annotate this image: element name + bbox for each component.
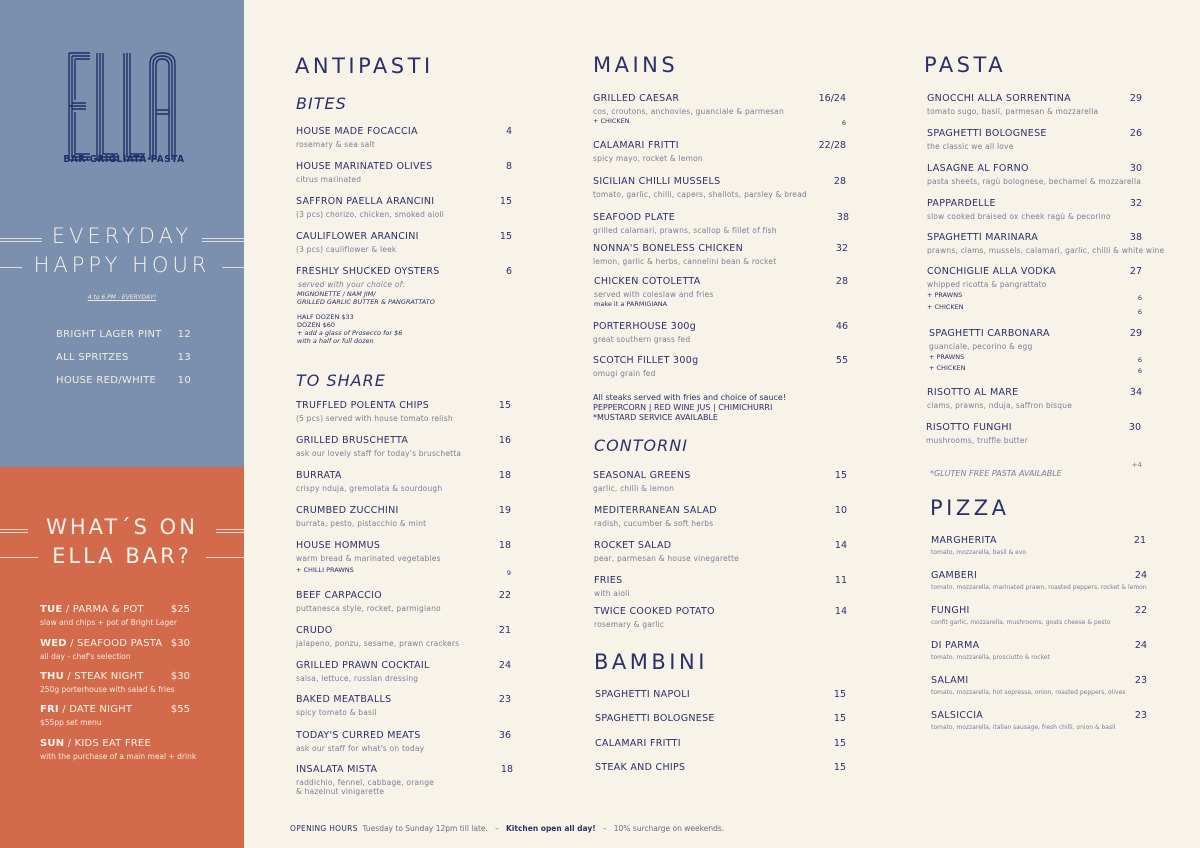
section-title-pasta: PASTA	[924, 53, 1007, 77]
item-name: BEEF CARPACCIO	[296, 590, 382, 601]
item-price: 28	[835, 276, 848, 287]
item-name: RISOTTO AL MARE	[927, 387, 1019, 398]
event-price: $55	[170, 704, 190, 715]
item-desc: mushrooms, truffle butter	[926, 436, 1029, 445]
item-name: SPAGHETTI MARINARA	[927, 232, 1039, 243]
item-desc: salsa, lettuce, russian dressing	[296, 674, 419, 683]
item-name: CRUMBED ZUCCHINI	[296, 505, 399, 516]
happy-hour-item	[56, 352, 191, 363]
item-desc: guanciale, pecorino & egg	[929, 342, 1033, 351]
day: TUE	[40, 604, 63, 615]
item-price: 38	[1129, 232, 1142, 243]
menu-item	[296, 400, 511, 423]
menu-item	[927, 266, 1142, 316]
item-extra: + CHILLI PRAWNS	[296, 566, 354, 574]
item-price: 15	[833, 713, 846, 724]
item-desc: with aioli	[594, 589, 630, 598]
item-extra-price: 6	[1137, 356, 1142, 364]
item-name: SCOTCH FILLET 300g	[593, 355, 699, 366]
menu-item	[593, 212, 849, 235]
item-price: 15	[833, 762, 846, 773]
event-price: $30	[170, 638, 190, 649]
item-name: BRIGHT LAGER PINT	[56, 329, 162, 340]
menu-item	[296, 470, 511, 493]
item-name: BAKED MEATBALLS	[296, 694, 392, 705]
day: SUN	[40, 738, 65, 749]
item-desc: whipped ricotta & pangrattato	[927, 280, 1047, 289]
oyster-prices	[297, 313, 402, 345]
whats-on-title-1: WHAT´S ON	[46, 515, 198, 539]
steak-note-line: PEPPERCORN | RED WINE JUS | CHIMICHURRI	[593, 403, 773, 412]
menu-item	[931, 675, 1147, 696]
item-price: 15	[499, 231, 512, 242]
item-name: CAULIFLOWER ARANCINI	[296, 231, 419, 242]
item-name: ROCKET SALAD	[594, 540, 672, 551]
divider	[0, 238, 42, 239]
item-name: SICILIAN CHILLI MUSSELS	[593, 176, 721, 187]
menu-item	[296, 660, 511, 683]
item-price: 22	[1134, 605, 1147, 616]
item-name: FUNGHI	[931, 605, 970, 616]
item-name: GAMBERI	[931, 570, 978, 581]
item-desc: (3 pcs) cauliflower & leek	[296, 245, 397, 254]
menu-item	[595, 713, 846, 724]
item-price: 21	[1133, 535, 1146, 546]
item-name: SALAMI	[931, 675, 969, 686]
oyster-line: MIGNONETTE / NAM JIM/	[297, 290, 376, 298]
item-price: 14	[834, 540, 847, 551]
item-name: GRILLED CAESAR	[593, 93, 680, 104]
item-price: 15	[833, 689, 846, 700]
menu-item	[296, 694, 511, 717]
item-price: 23	[498, 694, 511, 705]
event-desc: with the purchase of a main meal + drink	[40, 752, 197, 761]
divider	[0, 557, 38, 558]
menu-item	[296, 625, 511, 648]
item-price: 8	[505, 161, 512, 172]
item-price: 6	[505, 266, 512, 277]
menu-item	[927, 387, 1142, 410]
item-name: FRIES	[594, 575, 623, 586]
day: THU	[40, 671, 64, 682]
item-price: 32	[1129, 198, 1142, 209]
menu-item	[296, 505, 511, 528]
item-price: 15	[834, 470, 847, 481]
item-name: BURRATA	[296, 470, 342, 481]
item-name: DI PARMA	[931, 640, 980, 651]
oyster-line: HALF DOZEN $33	[297, 313, 354, 321]
item-name: INSALATA MISTA	[296, 764, 378, 775]
item-desc: ask our staff for what's on today	[296, 744, 425, 753]
event-desc: $55pp set menu	[40, 718, 102, 727]
item-extra-price: 9	[506, 569, 511, 577]
item-price: 10	[177, 375, 191, 386]
separator: –	[495, 824, 499, 833]
item-desc: tomato, mozzarella, italian sausage, fresh chilli, onion & basil	[931, 724, 1116, 731]
whats-on-item: THU / STEAK NIGHT $30 250g porterhouse with salad & fries	[40, 671, 190, 694]
event-desc: all day - chef's selection	[40, 652, 131, 661]
menu-item	[594, 540, 847, 563]
menu-item	[931, 535, 1146, 556]
item-name: RISOTTO FUNGHI	[926, 422, 1012, 433]
item-name: SEAFOOD PLATE	[593, 212, 675, 223]
divider	[206, 557, 244, 558]
item-price: 38	[836, 212, 849, 223]
item-price: 46	[835, 321, 848, 332]
item-desc: pear, parmesan & house vinegarette	[594, 554, 740, 563]
menu-item	[296, 231, 512, 254]
happy-hour-item	[56, 375, 191, 386]
item-extra: + CHICKEN	[593, 117, 630, 125]
steak-note-line: *MUSTARD SERVICE AVAILABLE	[593, 413, 718, 422]
item-name: SEASONAL GREENS	[593, 470, 691, 481]
event-name: DATE NIGHT	[69, 704, 133, 715]
gf-note-price: +4	[1131, 461, 1142, 469]
menu-item	[593, 140, 846, 163]
item-price: 29	[1129, 93, 1142, 104]
menu-item	[595, 689, 846, 700]
whats-on-item: WED / SEAFOOD PASTA $30 all day - chef's selection	[40, 638, 190, 661]
item-price: 15	[498, 400, 511, 411]
menu-item	[296, 435, 511, 458]
item-desc: puttanesca style, rocket, parmigiano	[296, 604, 441, 613]
menu-item	[927, 93, 1142, 116]
item-desc: (5 pcs) served with house tomato relish	[296, 414, 453, 423]
item-price: 22	[498, 590, 511, 601]
item-name: TWICE COOKED POTATO	[594, 606, 715, 617]
divider	[216, 529, 244, 530]
item-name: HOUSE HOMMUS	[296, 540, 381, 551]
oyster-line: GRILLED GARLIC BUTTER & PANGRATTATO	[297, 298, 435, 306]
whats-on-title-2: ELLA BAR?	[52, 544, 192, 568]
item-price: 15	[833, 738, 846, 749]
ella-logo	[66, 50, 178, 164]
divider	[216, 532, 244, 533]
item-name: GRILLED PRAWN COCKTAIL	[296, 660, 430, 671]
item-price: 32	[835, 243, 848, 254]
item-desc: the classic we all love	[927, 142, 1014, 151]
item-price: 24	[498, 660, 511, 671]
happy-hour-title-2: HAPPY HOUR	[33, 253, 211, 277]
item-name: LASAGNE AL FORNO	[927, 163, 1029, 174]
item-price: 13	[177, 352, 191, 363]
event-name: PARMA & POT	[72, 604, 144, 615]
item-name: STEAK AND CHIPS	[595, 762, 686, 773]
item-desc: served with your choice of:	[298, 280, 406, 289]
item-name: CHICKEN COTOLETTA	[594, 276, 701, 287]
item-name: HOUSE MADE FOCACCIA	[296, 126, 418, 137]
surcharge-note: 10% surcharge on weekends.	[613, 824, 725, 833]
item-price: 19	[498, 505, 511, 516]
oyster-line: DOZEN $60	[297, 321, 336, 329]
item-extra: + CHICKEN	[929, 364, 966, 372]
item-desc: lemon, garlic & herbs, cannelini bean & rocket	[593, 257, 777, 266]
menu-item	[595, 762, 846, 773]
item-price: 11	[834, 575, 847, 586]
divider	[0, 532, 28, 533]
item-price: 30	[1129, 163, 1142, 174]
event-name: KIDS EAT FREE	[74, 738, 151, 749]
item-price: 16/24	[818, 93, 846, 104]
item-desc: prawns, clams, mussels, calamari, garlic, chilli & white wine	[927, 246, 1165, 255]
happy-hour-subtitle: 4 to 6 PM - EVERYDAY!	[87, 294, 157, 301]
section-title-pizza: PIZZA	[930, 496, 1010, 520]
item-desc: rosemary & garlic	[594, 620, 665, 629]
item-desc: served with coleslaw and fries	[594, 290, 714, 299]
item-desc: spicy tomato & basil	[296, 708, 377, 717]
gluten-free-note	[930, 461, 1142, 480]
oyster-options	[297, 290, 435, 306]
item-extra-price: 6	[1137, 294, 1142, 302]
item-extra: + PRAWNS	[929, 353, 965, 361]
logo-tagline: BAR·GRIGLIATA·PASTA	[63, 154, 185, 165]
item-desc: omugi grain fed	[593, 369, 656, 378]
hours-label: OPENING HOURS	[290, 824, 358, 833]
item-desc: garlic, chilli & lemon	[593, 484, 675, 493]
item-price: 12	[177, 329, 191, 340]
item-price: 21	[498, 625, 511, 636]
menu-item	[929, 328, 1142, 375]
item-extra: make it a PARMIGIANA	[594, 300, 668, 308]
menu-item	[931, 640, 1147, 661]
gf-note-text: *GLUTEN FREE PASTA AVAILABLE	[930, 469, 1062, 478]
menu-item	[593, 355, 848, 378]
divider	[222, 267, 244, 268]
item-price: 16	[498, 435, 511, 446]
oyster-line: + add a glass of Prosecco for $6	[297, 329, 403, 337]
item-price: 24	[1134, 640, 1147, 651]
item-name: HOUSE RED/WHITE	[56, 375, 157, 386]
menu-item	[931, 570, 1147, 591]
menu-item	[927, 128, 1142, 151]
divider	[0, 529, 28, 530]
footer	[290, 824, 724, 833]
item-price: 28	[833, 176, 846, 187]
section-title-mains: MAINS	[593, 53, 679, 77]
divider	[0, 267, 22, 268]
menu-item	[927, 198, 1142, 221]
event-desc: 250g porterhouse with salad & fries	[40, 685, 175, 694]
menu-item	[593, 176, 846, 199]
menu-item	[926, 422, 1141, 445]
day: FRI	[40, 704, 59, 715]
item-price: 14	[834, 606, 847, 617]
item-desc: radish, cucumber & soft herbs	[594, 519, 714, 528]
item-name: SALSICCIA	[931, 710, 984, 721]
item-desc: great southern grass fed	[593, 335, 691, 344]
item-name: GNOCCHI ALLA SORRENTINA	[927, 93, 1071, 104]
menu-item	[296, 764, 513, 796]
menu-item	[593, 321, 848, 344]
item-desc: raddichio, fennel, cabbage, orange	[296, 778, 435, 787]
menu-item	[593, 93, 846, 125]
item-price: 15	[499, 196, 512, 207]
item-price: 18	[498, 540, 511, 551]
subsection-title-bites: BITES	[296, 94, 347, 113]
whats-on-item: SUN / KIDS EAT FREE with the purchase of a main meal + drink	[40, 738, 230, 761]
item-desc: warm bread & marinated vegetables	[296, 554, 441, 563]
item-name: NONNA'S BONELESS CHICKEN	[593, 243, 744, 254]
item-desc: clams, prawns, nduja, saffron bisque	[927, 401, 1073, 410]
oyster-line: with a half or full dozen	[297, 337, 374, 345]
whats-on-item: FRI / DATE NIGHT $55 $55pp set menu	[40, 704, 190, 727]
happy-hour-title-1: EVERYDAY	[51, 224, 193, 248]
item-name: SPAGHETTI CARBONARA	[929, 328, 1050, 339]
item-desc: confit garlic, mozzarella, mushrooms, goats cheese & pesto	[931, 619, 1111, 626]
item-price: 23	[1134, 710, 1147, 721]
steak-note-line: All steaks served with fries and choice of sauce!	[593, 393, 787, 402]
menu-item	[296, 126, 512, 149]
item-price: 24	[1134, 570, 1147, 581]
menu-item	[927, 163, 1142, 186]
event-name: SEAFOOD PASTA	[77, 638, 163, 649]
item-extra-price: 6	[1137, 367, 1142, 375]
item-price: 55	[835, 355, 848, 366]
item-price: 18	[498, 470, 511, 481]
item-price: 18	[500, 764, 513, 775]
divider	[202, 241, 244, 242]
happy-hour-item	[56, 329, 191, 340]
item-name: CONCHIGLIE ALLA VODKA	[927, 266, 1057, 277]
item-desc: ask our lovely staff for today's bruschetta	[296, 449, 462, 458]
item-desc: spicy mayo, rocket & lemon	[593, 154, 703, 163]
item-name: CALAMARI FRITTI	[595, 738, 681, 749]
subsection-title-to-share: TO SHARE	[296, 371, 386, 390]
item-name: SPAGHETTI BOLOGNESE	[927, 128, 1047, 139]
menu-item	[927, 232, 1165, 255]
item-name: MEDITERRANEAN SALAD	[594, 505, 717, 516]
item-name: SAFFRON PAELLA ARANCINI	[296, 196, 435, 207]
item-name: PAPPARDELLE	[927, 198, 996, 209]
item-price: 22/28	[818, 140, 846, 151]
menu-item	[296, 161, 512, 184]
menu-item	[296, 730, 511, 753]
event-price: $25	[170, 604, 190, 615]
item-desc: (3 pcs) chorizo, chicken, smoked aioli	[296, 210, 445, 219]
item-name: TRUFFLED POLENTA CHIPS	[296, 400, 430, 411]
item-name: ALL SPRITZES	[56, 352, 129, 363]
item-desc: citrus marinated	[296, 175, 362, 184]
menu-item	[595, 738, 846, 749]
item-desc: tomato, mozzarella, basil & evo	[931, 549, 1027, 556]
item-name: TODAY'S CURRED MEATS	[296, 730, 421, 741]
menu-item	[931, 605, 1147, 626]
section-title-contorni: CONTORNI	[594, 436, 688, 455]
event-desc: slaw and chips + pot of Bright Lager	[40, 618, 177, 627]
item-name: PORTERHOUSE 300g	[593, 321, 697, 332]
day: WED	[40, 638, 67, 649]
item-name: HOUSE MARINATED OLIVES	[296, 161, 433, 172]
kitchen-note: Kitchen open all day!	[506, 824, 596, 833]
item-name: SPAGHETTI NAPOLI	[595, 689, 690, 700]
event-price: $30	[170, 671, 190, 682]
menu-item	[593, 243, 848, 266]
item-price: 30	[1128, 422, 1141, 433]
event-name: STEAK NIGHT	[74, 671, 144, 682]
item-desc: tomato sugo, basil, parmesan & mozzarella	[927, 107, 1099, 116]
item-price: 27	[1129, 266, 1142, 277]
item-name: MARGHERITA	[931, 535, 997, 546]
item-desc: jalapeno, ponzu, sesame, prawn crackers	[296, 639, 460, 648]
item-desc: rosemary & sea salt	[296, 140, 375, 149]
divider	[0, 241, 42, 242]
menu-item	[594, 276, 848, 308]
item-name: CRUDO	[296, 625, 333, 636]
item-name: GRILLED BRUSCHETTA	[296, 435, 409, 446]
section-title-bambini: BAMBINI	[594, 650, 708, 674]
menu-item	[296, 540, 511, 577]
menu-item	[594, 575, 847, 598]
menu-item	[296, 196, 512, 219]
item-desc: burrata, pesto, pistacchio & mint	[296, 519, 427, 528]
item-name: SPAGHETTI BOLOGNESE	[595, 713, 715, 724]
item-desc: cos, croutons, anchovies, guanciale & parmesan	[593, 107, 785, 116]
item-desc: tomato, garlic, chilli, capers, shallots, parsley & bread	[593, 190, 807, 199]
item-extra: + CHICKEN	[927, 303, 964, 311]
item-extra-price: 6	[841, 119, 846, 127]
menu-item	[594, 606, 847, 629]
item-desc: tomato, mozzarella, prosciutto & rocket	[931, 654, 1050, 661]
item-desc: slow cooked braised ox cheek ragù & pecorino	[927, 212, 1111, 221]
item-desc-2: & hazelnut vinigarette	[296, 787, 385, 796]
item-price: 29	[1129, 328, 1142, 339]
item-extra: + PRAWNS	[927, 291, 963, 299]
item-name: FRESHLY SHUCKED OYSTERS	[296, 266, 440, 277]
menu-item	[594, 505, 847, 528]
whats-on-item: TUE / PARMA & POT $25 slaw and chips + pot of Bright Lager	[40, 604, 190, 627]
divider	[202, 238, 244, 239]
item-price: 23	[1134, 675, 1147, 686]
item-price: 36	[498, 730, 511, 741]
section-title-antipasti: ANTIPASTI	[295, 54, 434, 78]
separator: –	[602, 824, 607, 833]
menu-item	[296, 266, 512, 289]
item-extra-price: 6	[1137, 308, 1142, 316]
item-price: 10	[834, 505, 847, 516]
item-price: 26	[1129, 128, 1142, 139]
item-desc: pasta sheets, ragù bolognese, bechamel & mozzarella	[927, 177, 1142, 186]
item-desc: tomato, mozzarella, hot sopressa, onion, roasted peppers, olives	[931, 689, 1126, 696]
menu-item	[931, 710, 1147, 731]
menu-item	[296, 590, 511, 613]
item-price: 34	[1129, 387, 1142, 398]
item-desc: crispy nduja, gremolata & sourdough	[296, 484, 443, 493]
item-price: 4	[505, 126, 512, 137]
steak-note	[593, 393, 786, 423]
item-desc: tomato, mozzarella, marinated prawn, roasted peppers, rocket & lemon	[931, 584, 1147, 591]
menu-item	[593, 470, 847, 493]
item-desc: grilled calamari, prawns, scallop & fillet of fish	[593, 226, 777, 235]
item-name: CALAMARI FRITTI	[593, 140, 679, 151]
hours-text: Tuesday to Sunday 12pm till late.	[362, 824, 488, 833]
